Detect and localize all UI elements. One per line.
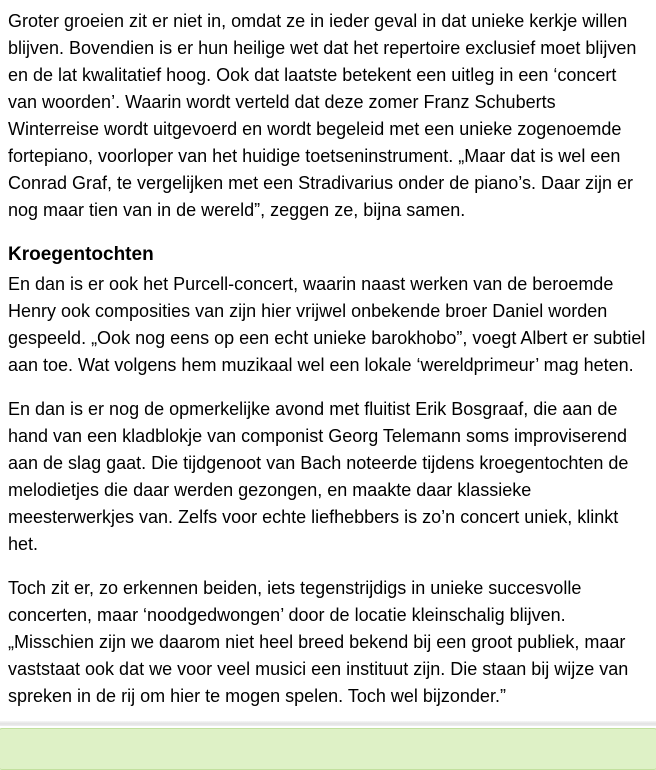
article-paragraph-3: En dan is er nog de opmerkelijke avond met fluitist Erik Bosgraaf, die aan de hand van een kladblokje van componist Georg Telemann soms improviserend aan de slag gaat. Die tijdgenoot van Bach noteerde tijdens kroegentochten de melodietjes die daar werden gezongen, en maakte daar klassieke meesterwerkjes van. Zelfs voor echte liefhebbers is zo’n concert uniek, klinkt het. [8, 399, 629, 554]
article-body [8, 8, 648, 710]
highlight-box-top-edge [0, 728, 656, 770]
article-paragraph-2: En dan is er ook het Purcell-concert, waarin naast werken van de beroemde Henry ook composities van zijn hier vrijwel onbekende broer Daniel worden gespeeld. „Ook nog eens op een echt unieke barokhobo”, voegt Albert er subtiel aan toe. Wat volgens hem muzikaal wel een lokale ‘wereldprimeur’ mag heten. [8, 274, 646, 375]
article-paragraph-4: Toch zit er, zo erkennen beiden, iets tegenstrijdigs in unieke succesvolle concerten, maar ‘noodgedwongen’ door de locatie kleinschalig blijven. „Misschien zijn we daarom niet heel breed bekend bij een groot publiek, maar vaststaat ook dat we voor veel musici een instituut zijn. Die staan bij wijze van spreken in de rij om hier te mogen spelen. Toch wel bijzonder.” [8, 578, 629, 706]
section-heading-kroegentochten: Kroegentochten [8, 244, 154, 265]
article-paragraph-1: Groter groeien zit er niet in, omdat ze in ieder geval in dat unieke kerkje willen blijven. Bovendien is er hun heilige wet dat het repertoire exclusief moet blijven en de lat kwalitatief hoog. Ook dat laatste betekent een uitleg in een ‘concert van woorden’. Waarin wordt verteld dat deze zomer Franz Schuberts Winterreise wordt uitgevoerd en wordt begeleid met een unieke zogenoemde fortepiano, voorloper van het huidige toetseninstrument. „Maar dat is wel een Conrad Graf, te vergelijken met een Stradivarius onder de piano’s. Daar zijn er nog maar tien van in de wereld”, zeggen ze, bijna samen. [8, 11, 637, 220]
horizontal-divider [0, 721, 656, 726]
